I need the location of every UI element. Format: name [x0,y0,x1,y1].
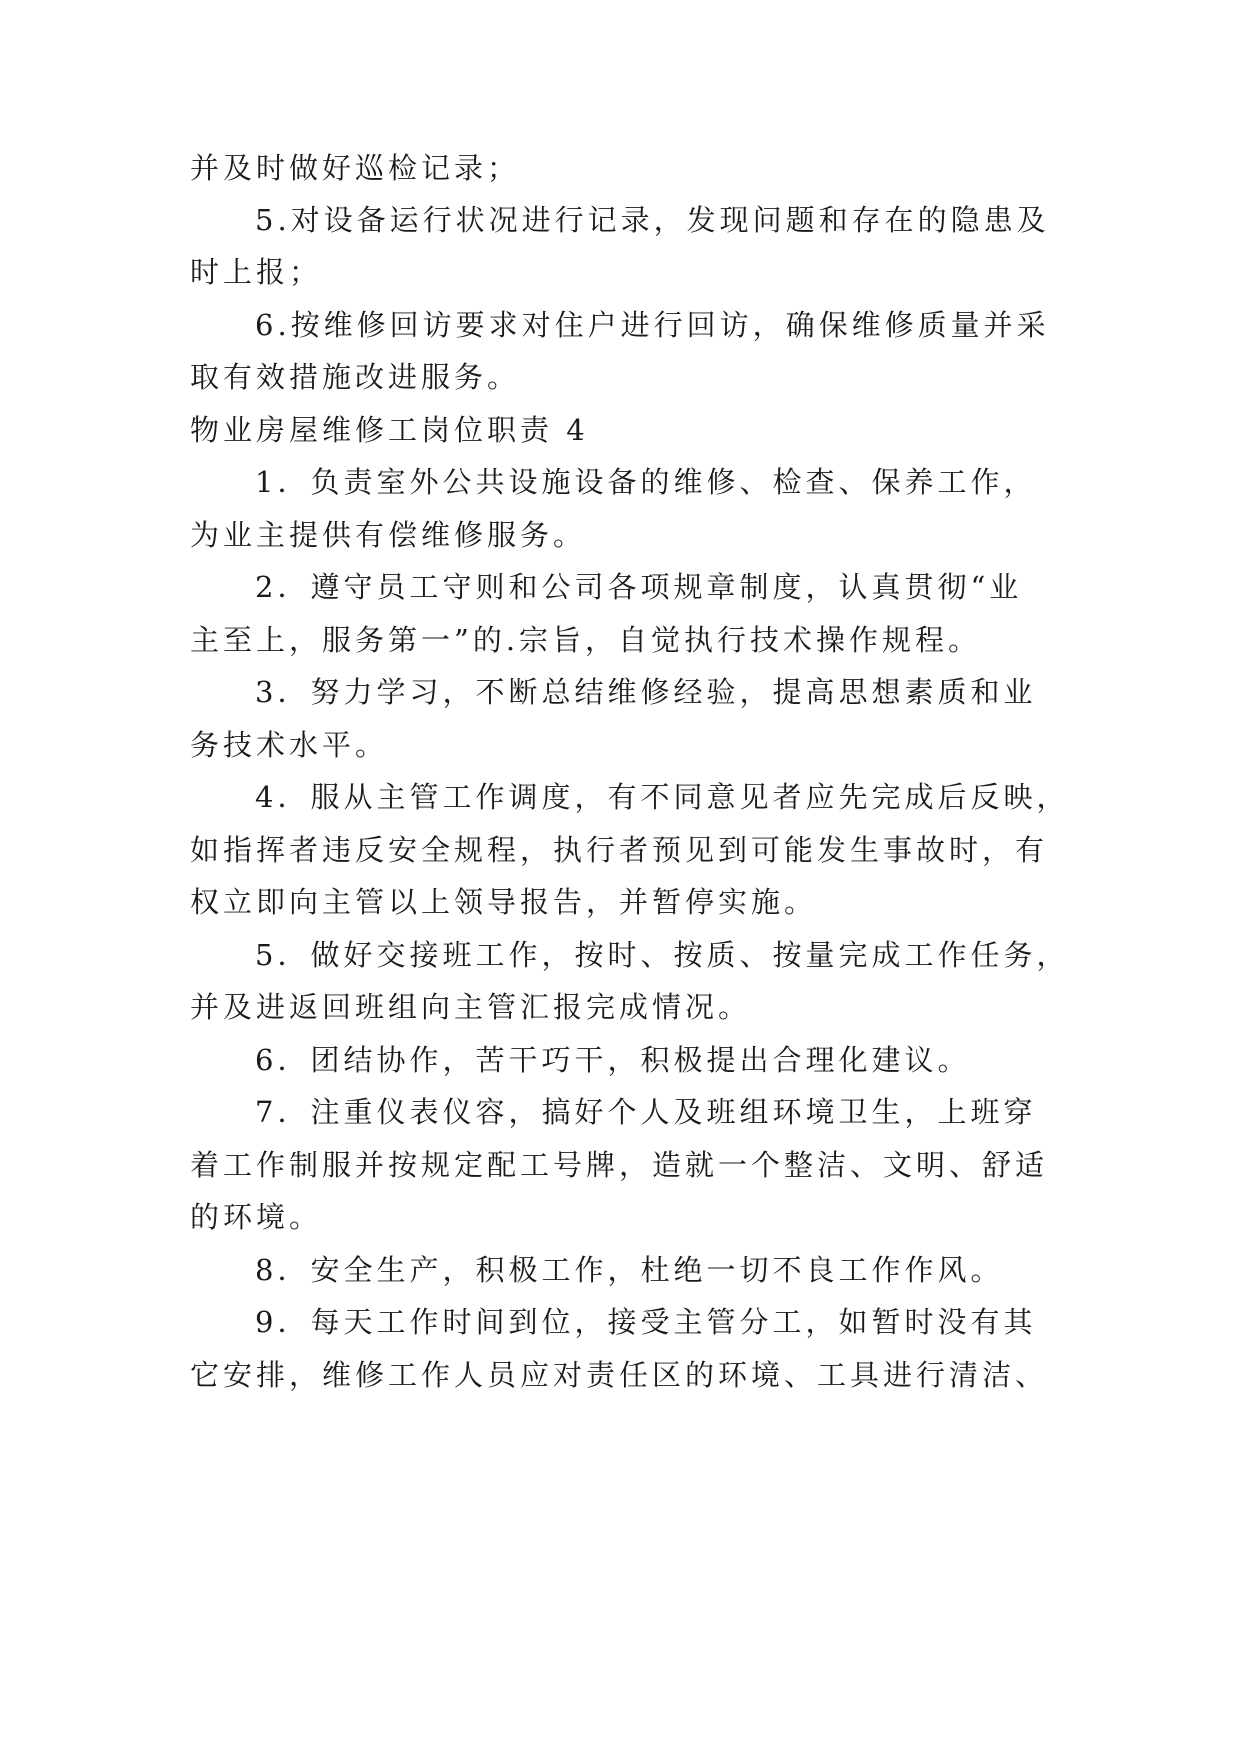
text-line: 着工作制服并按规定配工号牌，造就一个整洁、文明、舒适 [190,1148,1049,1182]
text-line: 权立即向主管以上领导报告，并暂停实施。 [190,885,818,919]
text-line: 7．注重仪表仪容，搞好个人及班组环境卫生，上班穿 [255,1095,1037,1129]
text-line: 务技术水平。 [190,728,389,762]
text-line: 8．安全生产，积极工作，杜绝一切不良工作作风。 [255,1253,1004,1287]
text-line: 并及时做好巡检记录； [190,151,521,185]
text-line: 如指挥者违反安全规程，执行者预见到可能发生事故时，有 [190,833,1049,867]
text-line: 1．负责室外公共设施设备的维修、检查、保养工作， [255,465,1037,499]
text-line: 6.按维修回访要求对住户进行回访，确保维修质量并采 [255,308,1050,342]
text-line: 4．服从主管工作调度，有不同意见者应先完成后反映， [255,780,1070,814]
text-line: 它安排，维修工作人员应对责任区的环境、工具进行清洁、 [190,1358,1049,1392]
text-line: 3．努力学习，不断总结维修经验，提高思想素质和业 [255,675,1037,709]
section-heading: 物业房屋维修工岗位职责 4 [190,413,589,447]
text-line: 为业主提供有偿维修服务。 [190,518,587,552]
text-line: 5．做好交接班工作，按时、按质、按量完成工作任务， [255,938,1070,972]
text-line: 6．团结协作，苦干巧干，积极提出合理化建议。 [255,1043,971,1077]
text-line: 2．遵守员工守则和公司各项规章制度，认真贯彻“业 [255,570,1023,604]
text-line: 主至上，服务第一”的.宗旨，自觉执行技术操作规程。 [190,623,982,657]
text-line: 时上报； [190,255,323,289]
text-line: 取有效措施改进服务。 [190,360,521,394]
text-line: 并及进返回班组向主管汇报完成情况。 [190,990,752,1024]
text-line: 5.对设备运行状况进行记录，发现问题和存在的隐患及 [255,203,1050,237]
text-line: 9．每天工作时间到位，接受主管分工，如暂时没有其 [255,1305,1037,1339]
text-line: 的环境。 [190,1200,323,1234]
